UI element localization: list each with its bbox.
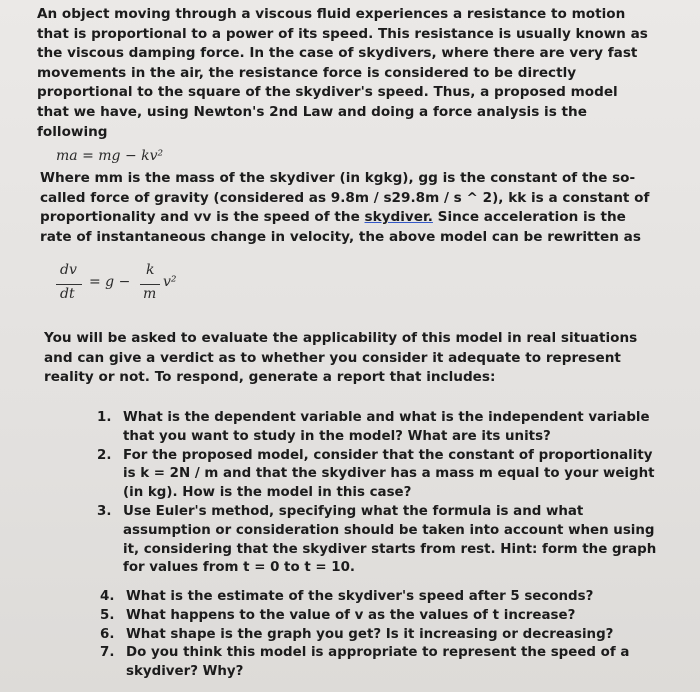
question-number: 4. [100, 589, 115, 604]
question-item [97, 447, 657, 503]
eq2-lhs-numerator: dv [60, 262, 77, 278]
definitions-text-end: Since acceleration is the rate of instantaneous change in velocity, the above model can be rewritten as [40, 209, 641, 245]
question-number: 7. [100, 645, 115, 661]
questions-list-part2 [100, 588, 660, 682]
question-text: What is the estimate of the skydiver's speed after 5 seconds? [126, 589, 594, 604]
question-number: 5. [100, 607, 115, 623]
questions-list-part1 [97, 409, 657, 578]
question-number: 2. [97, 447, 112, 463]
instructions-paragraph: You will be asked to evaluate the applicability of this model in real situations and can give a verdict as to whether you consider it adequate to represent reality or not. To respond, generate a report that includes: [44, 330, 638, 386]
question-number: 6. [100, 626, 115, 642]
question-item [100, 588, 660, 607]
question-text: Use Euler's method, specifying what the formula is and what assumption or consideration should be taken into account when using it, considering that the skydiver starts from rest. Hint: form the graph for values from t = 0 to t = 10. [123, 503, 657, 576]
question-text: What happens to the value of v as the values of t increase? [126, 607, 576, 623]
equation-newton: ma = mg − kv² [56, 148, 164, 164]
definitions-underlined-word: skydiver. [364, 209, 433, 226]
eq2-lhs-fraction-bar [56, 284, 82, 285]
question-number: 3. [97, 503, 112, 519]
question-item [97, 503, 657, 578]
question-text: For the proposed model, consider that the constant of proportionality is k = 2N / m and that the skydiver has a mass m equal to your weight (in kg). How is the model in this case? [123, 447, 655, 501]
intro-paragraph: An object moving through a viscous fluid experiences a resistance to motion that is proportional to a power of its speed. This resistance is usually known as the viscous damping force. In the case of skydivers, where there are very fast movements in the air, the resistance force is considered to be directly proportional to the square of the skydiver's speed. Thus, a proposed model that we have, using Newton's 2nd Law and doing a force analysis is the following [37, 6, 648, 140]
question-item [100, 644, 660, 682]
question-text: Do you think this model is appropriate to represent the speed of a skydiver? Why? [126, 645, 630, 680]
question-item [100, 607, 660, 626]
question-number: 1. [97, 410, 112, 425]
eq2-rhs-denominator: m [143, 286, 157, 302]
eq2-equals-g: = g − [89, 274, 131, 290]
eq2-rhs-numerator: k [146, 262, 155, 278]
eq2-rhs-tail: v² [163, 274, 177, 290]
question-text: What is the dependent variable and what is the independent variable that you want to study in the model? What are its units? [123, 410, 650, 444]
question-item [97, 409, 657, 447]
definitions-paragraph [40, 169, 652, 247]
eq2-lhs-denominator: dt [60, 286, 75, 302]
question-text: What shape is the graph you get? Is it increasing or decreasing? [126, 626, 614, 642]
definitions-text-start: Where mm is the mass of the skydiver (in kgkg), gg is the constant of the so-called force of gravity (considered as 9.8m / s29.8m / s ^ 2), kk is a constant of proportionality and vv is the speed of the [40, 170, 650, 226]
eq2-rhs-fraction-bar [140, 284, 160, 285]
question-item [100, 626, 660, 645]
